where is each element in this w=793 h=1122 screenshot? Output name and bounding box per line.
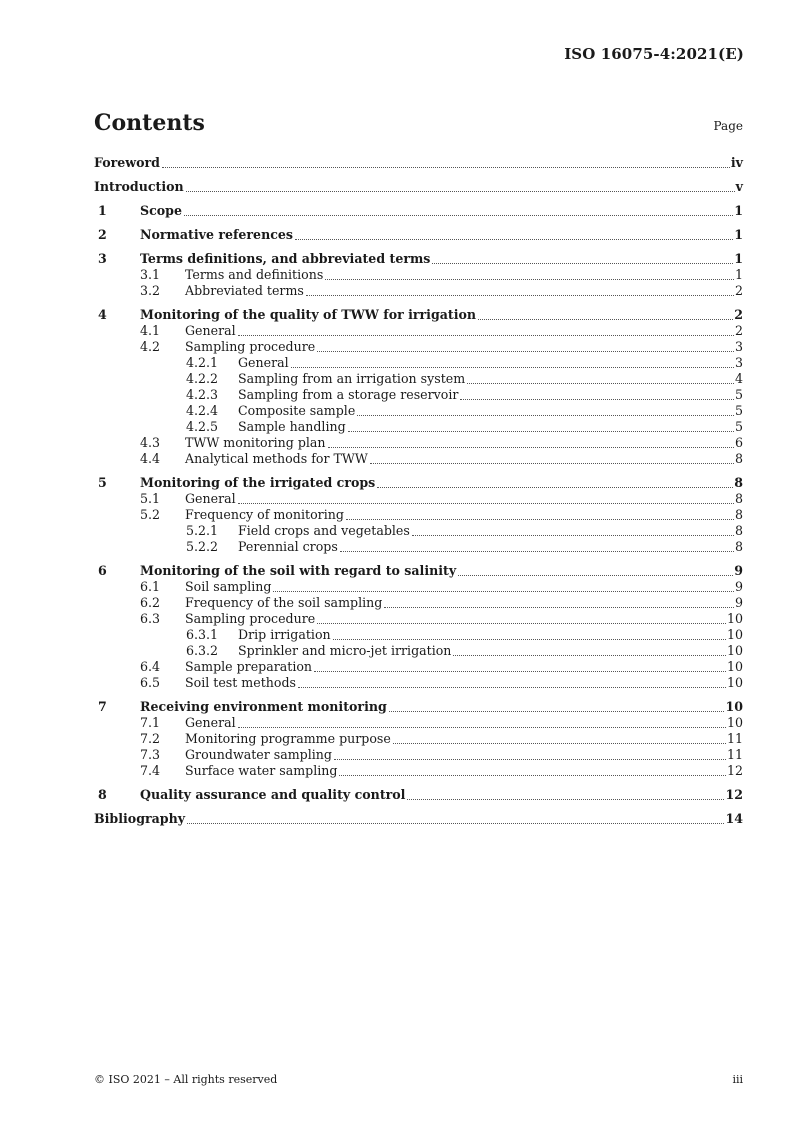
toc-entry[interactable] xyxy=(94,451,743,467)
toc-entry-number: 6 xyxy=(98,563,107,578)
toc-entry[interactable] xyxy=(94,403,743,419)
toc-entry[interactable] xyxy=(94,539,743,555)
toc-leader-dots xyxy=(162,166,730,168)
footer-page-number: iii xyxy=(732,1073,743,1086)
toc-leader-dots xyxy=(458,574,733,576)
toc-entry-title: Sampling from a storage reservoir xyxy=(238,387,459,402)
toc-leader-dots xyxy=(238,334,734,336)
toc-entry-number: 6.5 xyxy=(140,675,161,690)
toc-entry-page: 9 xyxy=(734,579,743,594)
toc-entry-title: Drip irrigation xyxy=(238,627,331,642)
toc-entry-number: 5 xyxy=(98,475,107,490)
toc-entry-title: Scope xyxy=(140,203,182,218)
page-column-label: Page xyxy=(713,119,743,133)
toc-entry[interactable] xyxy=(94,563,743,579)
toc-entry-number: 2 xyxy=(98,227,107,242)
toc-entry-number: 4.3 xyxy=(140,435,161,450)
toc-entry-title: Surface water sampling xyxy=(185,763,338,778)
toc-leader-dots xyxy=(412,534,734,536)
toc-entry-title: Sampling from an irrigation system xyxy=(238,371,466,386)
toc-entry-title: Monitoring of the irrigated crops xyxy=(140,475,376,490)
toc-entry-title: Abbreviated terms xyxy=(185,283,304,298)
toc-entry-page: 11 xyxy=(726,747,743,762)
toc-leader-dots xyxy=(295,238,733,240)
toc-leader-dots xyxy=(325,278,734,280)
toc-leader-dots xyxy=(357,414,734,416)
toc-entry[interactable] xyxy=(94,267,743,283)
toc-leader-dots xyxy=(291,366,734,368)
toc-entry-title: Sampling procedure xyxy=(185,339,316,354)
toc-entry-number: 7.3 xyxy=(140,747,161,762)
toc-entry[interactable] xyxy=(94,307,743,323)
toc-entry-number: 4 xyxy=(98,307,107,322)
toc-entry[interactable] xyxy=(94,251,743,267)
toc-entry-title: Terms definitions, and abbreviated terms xyxy=(140,251,431,266)
toc-leader-dots xyxy=(317,622,726,624)
toc-entry[interactable] xyxy=(94,507,743,523)
toc-entry[interactable] xyxy=(94,435,743,451)
toc-entry-page: 9 xyxy=(734,563,743,578)
toc-entry-title: Groundwater sampling xyxy=(185,747,332,762)
toc-entry-title: Frequency of monitoring xyxy=(185,507,344,522)
toc-entry[interactable] xyxy=(94,747,743,763)
toc-entry-page: 1 xyxy=(734,227,743,242)
toc-entry-page: 2 xyxy=(734,283,743,298)
toc-entry-title: Perennial crops xyxy=(238,539,338,554)
toc-entry-number: 6.2 xyxy=(140,595,161,610)
toc-entry[interactable] xyxy=(94,595,743,611)
toc-leader-dots xyxy=(407,798,724,800)
toc-entry-number: 3.2 xyxy=(140,283,161,298)
toc-entry-number: 4.2.2 xyxy=(186,371,219,386)
toc-leader-dots xyxy=(238,502,734,504)
toc-entry-title: TWW monitoring plan xyxy=(185,435,326,450)
toc-entry[interactable] xyxy=(94,523,743,539)
toc-entry-page: 8 xyxy=(734,523,743,538)
toc-entry[interactable] xyxy=(94,155,743,171)
toc-leader-dots xyxy=(393,742,726,744)
toc-entry[interactable] xyxy=(94,715,743,731)
toc-entry-number: 5.2 xyxy=(140,507,161,522)
toc-entry-title: Monitoring of the quality of TWW for irrigation xyxy=(140,307,477,322)
toc-entry-number: 4.2 xyxy=(140,339,161,354)
toc-entry[interactable] xyxy=(94,227,743,243)
toc-entry-title: Sample handling xyxy=(238,419,346,434)
toc-entry[interactable] xyxy=(94,419,743,435)
toc-entry[interactable] xyxy=(94,579,743,595)
toc-entry-number: 1 xyxy=(98,203,107,218)
toc-entry-number: 4.2.5 xyxy=(186,419,219,434)
toc-entry-title: Sampling procedure xyxy=(185,611,316,626)
toc-entry-page: 1 xyxy=(734,267,743,282)
toc-entry[interactable] xyxy=(94,699,743,715)
toc-entry-title: Sprinkler and micro-jet irrigation xyxy=(238,643,452,658)
toc-leader-dots xyxy=(298,686,726,688)
toc-entry[interactable] xyxy=(94,283,743,299)
toc-entry-page: 9 xyxy=(734,595,743,610)
toc-entry-number: 5.2.1 xyxy=(186,523,219,538)
toc-entry-title: Sample preparation xyxy=(185,659,313,674)
toc-entry-number: 6.4 xyxy=(140,659,161,674)
toc-leader-dots xyxy=(432,262,733,264)
toc-entry-title: Receiving environment monitoring xyxy=(140,699,387,714)
toc-entry-page: 3 xyxy=(734,355,743,370)
toc-entry-page: 10 xyxy=(726,627,743,642)
toc-entry-number: 7.2 xyxy=(140,731,161,746)
toc-entry-title: Terms and definitions xyxy=(185,267,324,282)
toc-entry-title: Introduction xyxy=(94,179,184,194)
toc-entry-page: 11 xyxy=(726,731,743,746)
toc-entry-page: 5 xyxy=(734,419,743,434)
toc-entry-page: 12 xyxy=(725,787,743,802)
toc-entry-page: v xyxy=(735,179,743,194)
toc-entry-number: 7.4 xyxy=(140,763,161,778)
toc-leader-dots xyxy=(184,214,733,216)
toc-entry-page: 14 xyxy=(725,811,743,826)
toc-entry-number: 3.1 xyxy=(140,267,161,282)
toc-entry-page: 10 xyxy=(726,659,743,674)
toc-entry[interactable] xyxy=(94,643,743,659)
toc-entry[interactable] xyxy=(94,323,743,339)
toc-entry-number: 6.1 xyxy=(140,579,161,594)
toc-entry[interactable] xyxy=(94,675,743,691)
toc-entry-number: 6.3 xyxy=(140,611,161,626)
copyright-notice: © ISO 2021 – All rights reserved xyxy=(94,1073,278,1086)
toc-leader-dots xyxy=(273,590,734,592)
toc-leader-dots xyxy=(328,446,734,448)
toc-entry-number: 5.1 xyxy=(140,491,161,506)
toc-entry-page: 5 xyxy=(734,387,743,402)
toc-entry-title: Monitoring programme purpose xyxy=(185,731,391,746)
toc-entry[interactable] xyxy=(94,203,743,219)
toc-entry-title: General xyxy=(185,323,236,338)
toc-entry[interactable] xyxy=(94,659,743,675)
toc-entry-title: Foreword xyxy=(94,155,160,170)
toc-leader-dots xyxy=(334,758,726,760)
toc-leader-dots xyxy=(389,710,725,712)
toc-leader-dots xyxy=(238,726,726,728)
toc-entry-title: General xyxy=(185,715,236,730)
toc-entry-page: 8 xyxy=(734,451,743,466)
toc-leader-dots xyxy=(453,654,726,656)
toc-entry-title: Composite sample xyxy=(238,403,356,418)
document-id: ISO 16075-4:2021(E) xyxy=(564,45,744,63)
toc-entry-page: 10 xyxy=(726,611,743,626)
toc-entry-page: 12 xyxy=(726,763,743,778)
toc-entry-title: General xyxy=(238,355,289,370)
toc-entry-page: 2 xyxy=(734,323,743,338)
toc-entry-number: 5.2.2 xyxy=(186,539,219,554)
toc-entry-page: 4 xyxy=(734,371,743,386)
toc-entry-title: Field crops and vegetables xyxy=(238,523,410,538)
toc-entry[interactable] xyxy=(94,355,743,371)
toc-entry-page: 8 xyxy=(734,475,743,490)
toc-entry[interactable] xyxy=(94,339,743,355)
toc-entry-page: 8 xyxy=(734,539,743,554)
toc-entry[interactable] xyxy=(94,371,743,387)
toc-entry-page: 8 xyxy=(734,507,743,522)
toc-leader-dots xyxy=(478,318,733,320)
toc-entry[interactable] xyxy=(94,627,743,643)
toc-entry[interactable] xyxy=(94,179,743,195)
toc-entry-page: 2 xyxy=(734,307,743,322)
toc-entry[interactable] xyxy=(94,787,743,803)
toc-entry-number: 4.1 xyxy=(140,323,161,338)
toc-entry-page: 10 xyxy=(726,675,743,690)
toc-entry-number: 8 xyxy=(98,787,107,802)
toc-leader-dots xyxy=(370,462,734,464)
toc-entry[interactable] xyxy=(94,387,743,403)
toc-entry-title: Frequency of the soil sampling xyxy=(185,595,383,610)
toc-entry-page: 10 xyxy=(726,715,743,730)
toc-entry-page: 6 xyxy=(734,435,743,450)
toc-entry[interactable] xyxy=(94,763,743,779)
toc-entry[interactable] xyxy=(94,475,743,491)
toc-leader-dots xyxy=(348,430,734,432)
toc-entry-title: Soil test methods xyxy=(185,675,296,690)
toc-leader-dots xyxy=(460,398,734,400)
toc-entry-number: 4.2.4 xyxy=(186,403,219,418)
toc-entry-title: Quality assurance and quality control xyxy=(140,787,406,802)
toc-entry-number: 3 xyxy=(98,251,107,266)
toc-leader-dots xyxy=(187,822,724,824)
toc-leader-dots xyxy=(333,638,726,640)
toc-leader-dots xyxy=(317,350,734,352)
toc-entry-number: 4.2.3 xyxy=(186,387,219,402)
toc-entry[interactable] xyxy=(94,731,743,747)
toc-leader-dots xyxy=(186,190,735,192)
toc-entry[interactable] xyxy=(94,811,743,827)
toc-entry-page: 8 xyxy=(734,491,743,506)
toc-entry-title: General xyxy=(185,491,236,506)
toc-leader-dots xyxy=(346,518,734,520)
toc-entry-page: 10 xyxy=(725,699,743,714)
toc-entry-page: 1 xyxy=(734,251,743,266)
toc-leader-dots xyxy=(467,382,734,384)
toc-entry-page: 1 xyxy=(734,203,743,218)
toc-entry[interactable] xyxy=(94,611,743,627)
toc-leader-dots xyxy=(306,294,734,296)
toc-entry-number: 4.2.1 xyxy=(186,355,219,370)
toc-entry-title: Bibliography xyxy=(94,811,186,826)
toc-leader-dots xyxy=(339,774,726,776)
toc-entry-page: 3 xyxy=(734,339,743,354)
toc-entry-title: Analytical methods for TWW xyxy=(185,451,368,466)
toc-entry-page: iv xyxy=(730,155,743,170)
toc-entry-number: 6.3.1 xyxy=(186,627,219,642)
toc-entry-number: 4.4 xyxy=(140,451,161,466)
toc-leader-dots xyxy=(314,670,726,672)
toc-entry-page: 10 xyxy=(726,643,743,658)
toc-entry-number: 7 xyxy=(98,699,107,714)
toc-entry-title: Soil sampling xyxy=(185,579,272,594)
toc-entry-number: 7.1 xyxy=(140,715,161,730)
toc-entry-title: Normative references xyxy=(140,227,294,242)
toc-leader-dots xyxy=(377,486,733,488)
toc-entry[interactable] xyxy=(94,491,743,507)
page-title: Contents xyxy=(94,110,205,136)
toc-leader-dots xyxy=(340,550,734,552)
toc-entry-title: Monitoring of the soil with regard to salinity xyxy=(140,563,457,578)
toc-leader-dots xyxy=(384,606,734,608)
toc-entry-number: 6.3.2 xyxy=(186,643,219,658)
toc-entry-page: 5 xyxy=(734,403,743,418)
